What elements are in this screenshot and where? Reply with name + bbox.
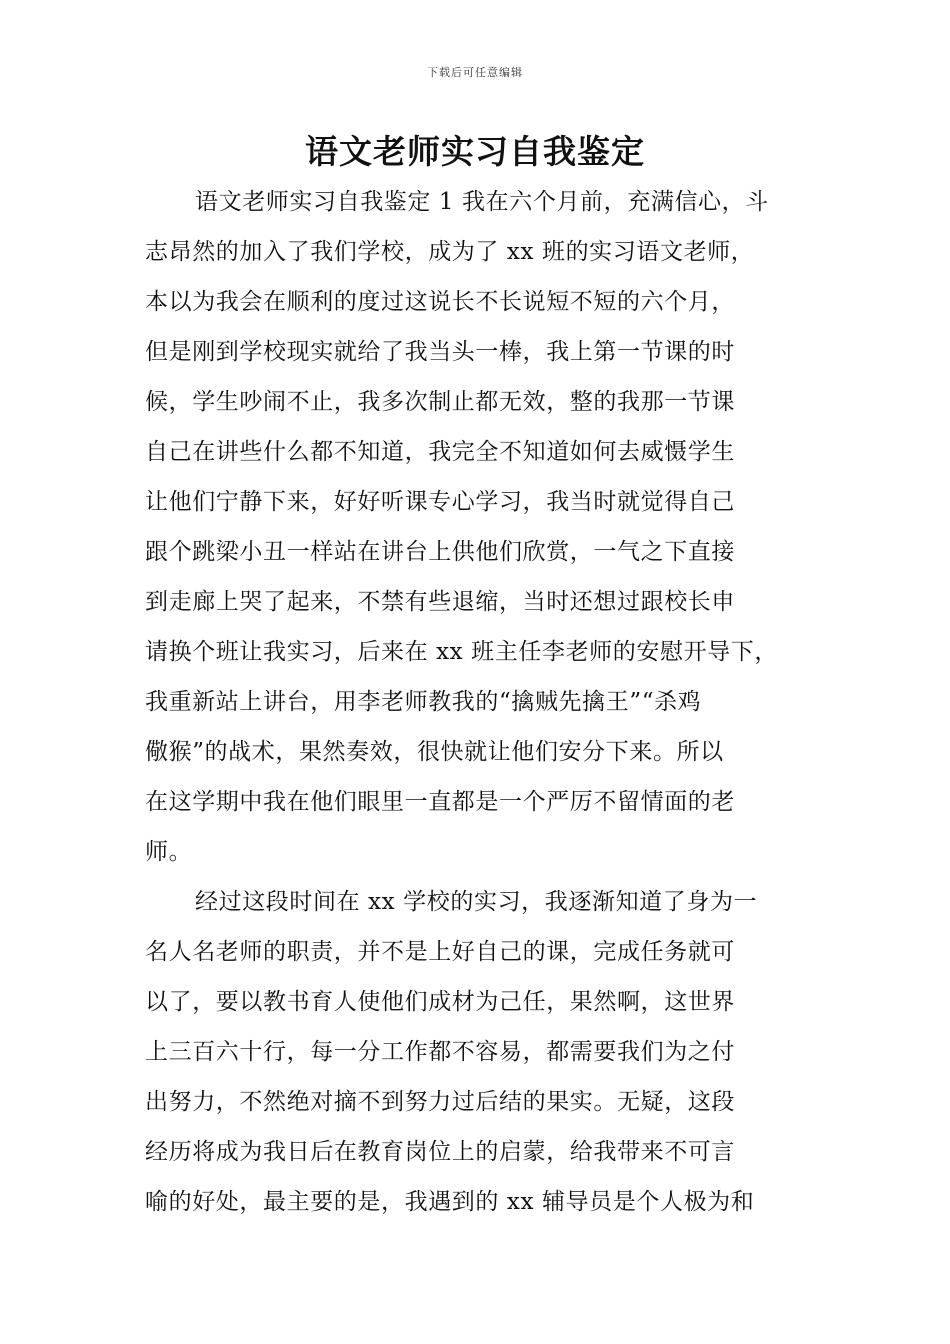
paragraph-line: 儆猴”的战术，果然奏效，很快就让他们安分下来。所以 bbox=[145, 739, 724, 765]
paragraph-line: 在这学期中我在他们眼里一直都是一个严厉不留情面的老 bbox=[145, 789, 735, 815]
paragraph bbox=[145, 177, 810, 877]
paragraph-line: 让他们宁静下来，好好听课专心学习，我当时就觉得自己 bbox=[145, 489, 735, 515]
paragraph-line: 出努力，不然绝对摘不到努力过后结的果实。无疑，这段 bbox=[145, 1089, 735, 1115]
paragraph-line: 我重新站上讲台，用李老师教我的“擒贼先擒王”“杀鸡 bbox=[145, 689, 702, 715]
paragraph-line: 候，学生吵闹不止，我多次制止都无效，整的我那一节课 bbox=[145, 389, 735, 415]
paragraph-line: 师。 bbox=[145, 839, 193, 865]
paragraph-line: 跟个跳梁小丑一样站在讲台上供他们欣赏，一气之下直接 bbox=[145, 539, 735, 565]
paragraph-line: 志昂然的加入了我们学校，成为了 xx 班的实习语文老师， bbox=[145, 239, 755, 265]
paragraph-line: 到走廊上哭了起来，不禁有些退缩，当时还想过跟校长申 bbox=[145, 589, 735, 615]
paragraph-line: 上三百六十行，每一分工作都不容易，都需要我们为之付 bbox=[145, 1039, 735, 1065]
paragraph-line: 经过这段时间在 xx 学校的实习，我逐渐知道了身为一 bbox=[195, 889, 758, 915]
paragraph-line: 名人名老师的职责，并不是上好自己的课，完成任务就可 bbox=[145, 939, 735, 965]
paragraph-line: 本以为我会在顺利的度过这说长不长说短不短的六个月， bbox=[145, 289, 735, 315]
document-title: 语文老师实习自我鉴定 bbox=[305, 132, 645, 171]
paragraph-line: 请换个班让我实习，后来在 xx 班主任李老师的安慰开导下， bbox=[145, 639, 778, 665]
paragraph-line: 但是刚到学校现实就给了我当头一棒，我上第一节课的时 bbox=[145, 339, 735, 365]
document-body bbox=[145, 177, 810, 1227]
paragraph-line: 自己在讲些什么都不知道，我完全不知道如何去威慑学生 bbox=[145, 439, 735, 465]
paragraph-line: 以了，要以教书育人使他们成材为己任，果然啊，这世界 bbox=[145, 989, 735, 1015]
paragraph bbox=[145, 877, 810, 1227]
header-note: 下载后可任意编辑 bbox=[427, 66, 523, 79]
paragraph-line: 语文老师实习自我鉴定 1 我在六个月前，充满信心，斗 bbox=[195, 189, 769, 215]
paragraph-line: 喻的好处，最主要的是，我遇到的 xx 辅导员是个人极为和 bbox=[145, 1189, 755, 1215]
paragraph-line: 经历将成为我日后在教育岗位上的启蒙，给我带来不可言 bbox=[145, 1139, 735, 1165]
